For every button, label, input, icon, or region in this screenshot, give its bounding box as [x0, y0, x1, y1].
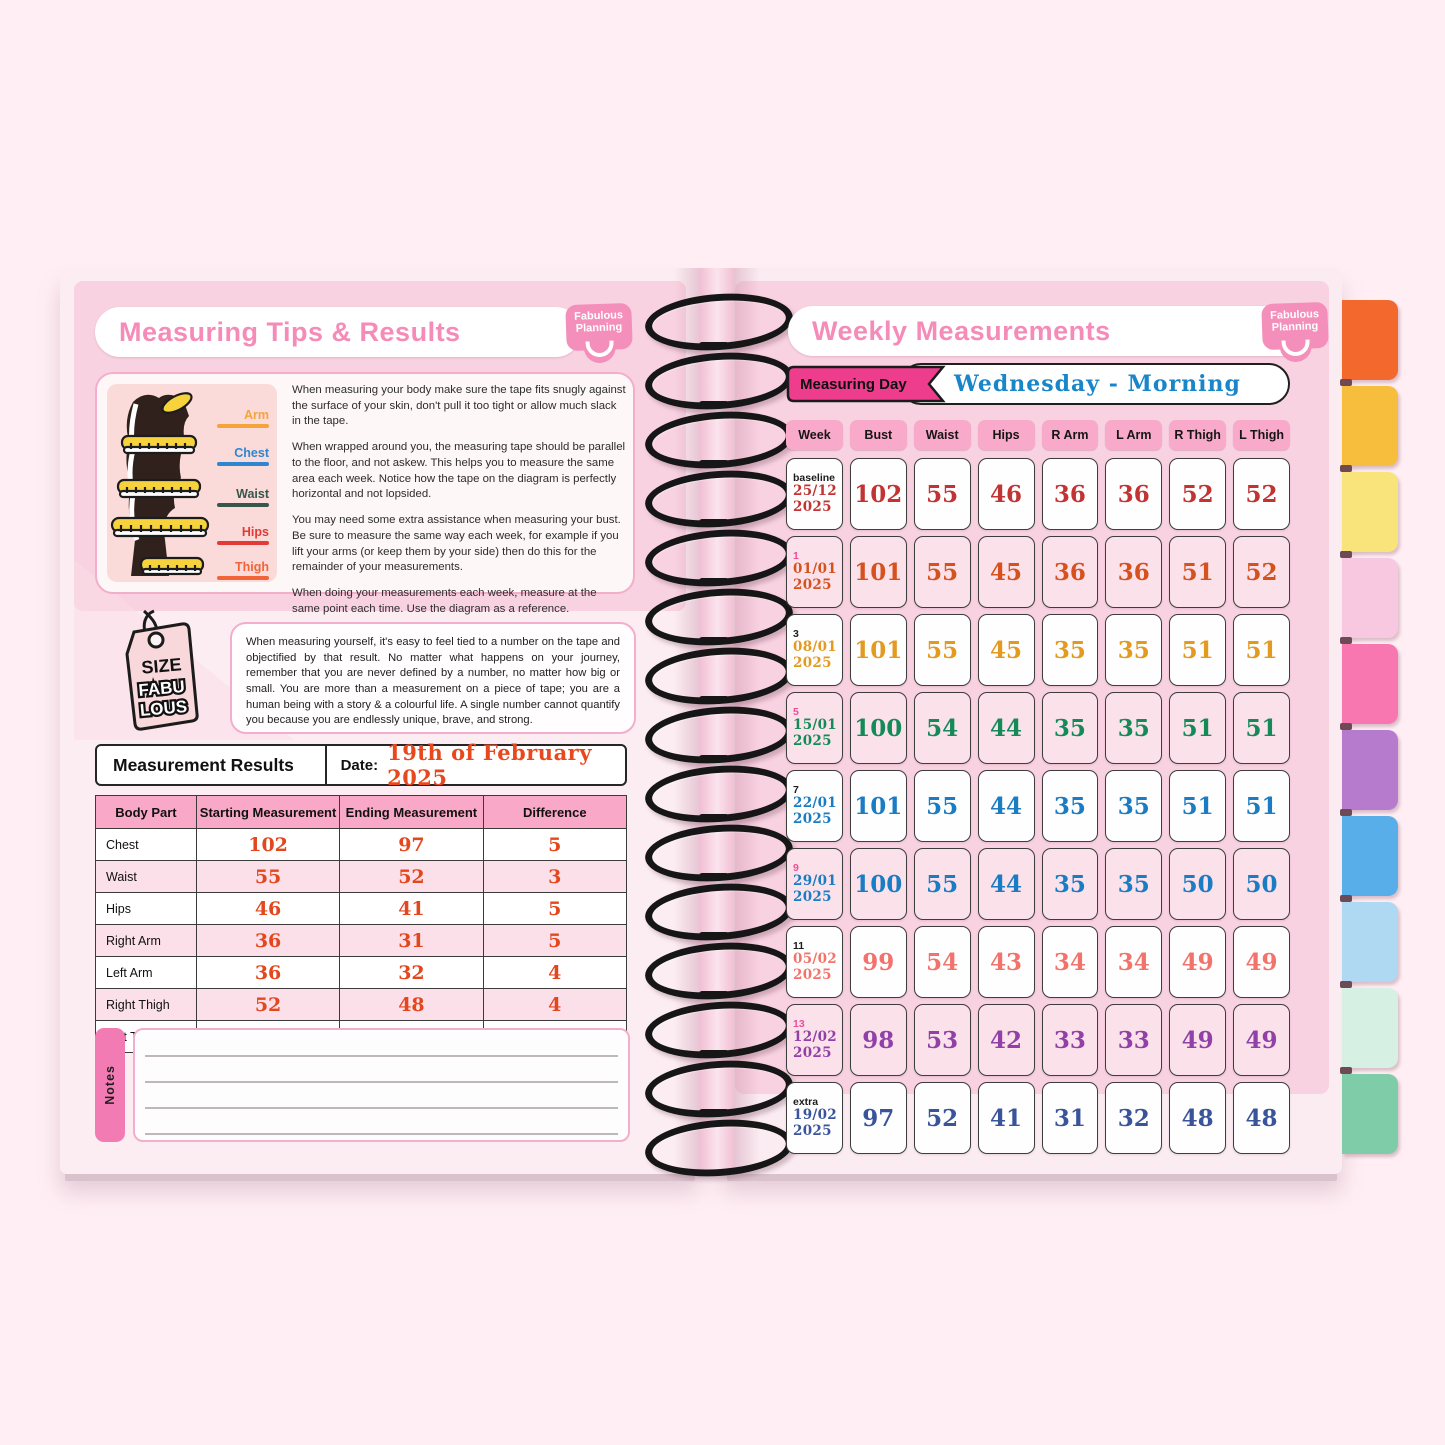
spiral-wire-segment — [699, 401, 729, 408]
measurement-cell-r-thigh: 51 — [1169, 536, 1226, 608]
weekly-row-1 — [786, 536, 1290, 608]
week-label-cell: 3 08/01 2025 — [786, 614, 843, 686]
logo-smile-icon — [1281, 340, 1310, 357]
measurement-cell-r-thigh: 52 — [1169, 458, 1226, 530]
measurement-cell-bust: 101 — [850, 536, 907, 608]
spiral-wire-segment — [699, 460, 729, 467]
tab-joint — [1340, 809, 1352, 816]
measurement-cell-waist: 55 — [914, 848, 971, 920]
spiral-wire-segment — [699, 1050, 729, 1057]
spiral-wire-segment — [699, 1109, 729, 1116]
index-tab-10 — [1342, 1074, 1398, 1154]
measurement-cell-l-thigh: 52 — [1233, 536, 1290, 608]
index-tab-4 — [1342, 558, 1398, 638]
body-part-cell: Chest — [96, 829, 197, 861]
ending-measurement-cell: 97 — [340, 829, 483, 861]
starting-measurement-cell: 36 — [196, 957, 339, 989]
motivation-text-box: When measuring yourself, it's easy to feel tied to a number on the tape and objectified by that result. No matter what happens on your journey, remember that you are never defined by a number, no matter how big or small. You are more than a measurement on a piece of tape; you are a human being with a story & a colourful life. A single number cannot quantify you because you are endlessly unique, brave, and strong. — [230, 622, 636, 734]
measurement-results-bar — [95, 740, 627, 790]
weekly-row-9 — [786, 848, 1290, 920]
tab-joint — [1340, 981, 1352, 988]
measurement-cell-r-thigh: 51 — [1169, 770, 1226, 842]
spiral-wire-segment — [699, 519, 729, 526]
index-tab-3 — [1342, 472, 1398, 552]
logo-line2: Planning — [1271, 319, 1319, 334]
measurement-cell-r-arm: 31 — [1042, 1082, 1099, 1154]
measuring-tips-text — [292, 383, 626, 628]
measurement-cell-l-thigh: 51 — [1233, 770, 1290, 842]
measurement-cell-waist: 54 — [914, 692, 971, 764]
measurement-cell-l-thigh: 51 — [1233, 614, 1290, 686]
logo-line2: Planning — [575, 320, 623, 335]
tip-paragraph: When measuring your body make sure the tape fits snugly against the surface of your skin, don't pull it too tight or allow much slack in the tape. — [292, 384, 626, 428]
weekly-column-header-bust: Bust — [850, 420, 907, 450]
week-label-cell: 5 15/01 2025 — [786, 692, 843, 764]
diagram-label-hips: Hips — [217, 525, 269, 545]
weekly-column-header-l-thigh: L Thigh — [1233, 420, 1290, 450]
week-label-cell: 9 29/01 2025 — [786, 848, 843, 920]
body-part-cell: Right Thigh — [96, 989, 197, 1021]
svg-text:FABU: FABU — [137, 677, 186, 701]
measurement-results-table — [95, 795, 627, 1053]
svg-text:LOUS: LOUS — [139, 696, 188, 721]
index-tab-1 — [1342, 300, 1398, 380]
notes-ruled-line — [145, 1133, 618, 1135]
weekly-column-header-waist: Waist — [914, 420, 971, 450]
tip-paragraph: When wrapped around you, the measuring tape should be parallel to the floor, and not askew. This helps you to measure the same area each week. Notice how the tape on the diagram is perfectly horizontal and not lopsided. — [292, 441, 626, 501]
results-row-left-arm — [96, 957, 627, 989]
measurement-cell-bust: 97 — [850, 1082, 907, 1154]
body-diagram-panel — [107, 384, 277, 582]
weekly-table-header — [786, 420, 1290, 450]
week-label-cell: 13 12/02 2025 — [786, 1004, 843, 1076]
measurement-results-heading: Measurement Results — [113, 754, 294, 775]
measuring-day-value: Wednesday - Morning — [954, 371, 1241, 397]
starting-measurement-cell: 36 — [196, 925, 339, 957]
measurement-cell-l-arm: 36 — [1105, 458, 1162, 530]
logo-line1: Fabulous — [573, 309, 624, 323]
measurement-cell-l-arm: 35 — [1105, 770, 1162, 842]
difference-cell: 5 — [483, 925, 626, 957]
index-tab-7 — [1342, 816, 1398, 896]
notes-ruled-line — [145, 1081, 618, 1083]
measurement-cell-hips: 44 — [978, 848, 1035, 920]
fabulous-planning-logo-right — [1261, 302, 1329, 350]
fabulous-planning-logo — [565, 303, 633, 351]
results-column-header: Ending Measurement — [340, 796, 483, 829]
results-column-header: Difference — [483, 796, 626, 829]
results-row-hips — [96, 893, 627, 925]
measurement-cell-l-thigh: 52 — [1233, 458, 1290, 530]
measurement-cell-hips: 46 — [978, 458, 1035, 530]
week-label-cell: extra 19/02 2025 — [786, 1082, 843, 1154]
measurement-cell-bust: 102 — [850, 458, 907, 530]
measurement-cell-l-arm: 33 — [1105, 1004, 1162, 1076]
logo-smile-icon — [585, 341, 614, 358]
index-tab-6 — [1342, 730, 1398, 810]
starting-measurement-cell: 55 — [196, 861, 339, 893]
spiral-wire-segment — [699, 932, 729, 939]
spiral-wire-segment — [699, 637, 729, 644]
results-row-right-thigh — [96, 989, 627, 1021]
notes-ruled-line — [145, 1107, 618, 1109]
tab-joint — [1340, 895, 1352, 902]
measurement-cell-l-arm: 35 — [1105, 848, 1162, 920]
measuring-day-label: Measuring Day — [800, 375, 907, 393]
spiral-wire-segment — [699, 814, 729, 821]
measurement-cell-r-thigh: 49 — [1169, 1004, 1226, 1076]
body-part-cell: Hips — [96, 893, 197, 925]
measurement-cell-hips: 41 — [978, 1082, 1035, 1154]
body-part-cell: Right Arm — [96, 925, 197, 957]
week-label-cell: baseline 25/12 2025 — [786, 458, 843, 530]
measurement-cell-hips: 44 — [978, 692, 1035, 764]
svg-text:SIZE: SIZE — [140, 654, 183, 678]
notes-ruled-line — [145, 1055, 618, 1057]
tip-paragraph: When doing your measurements each week, measure at the same point each time. Use the diagram as a reference. — [292, 587, 597, 615]
measurement-cell-bust: 98 — [850, 1004, 907, 1076]
weekly-column-header-l-arm: L Arm — [1105, 420, 1162, 450]
spiral-wire-segment — [699, 873, 729, 880]
measurement-cell-hips: 44 — [978, 770, 1035, 842]
measurement-cell-bust: 101 — [850, 614, 907, 686]
tab-joint — [1340, 637, 1352, 644]
spiral-wire-segment — [699, 696, 729, 703]
measurement-cell-r-arm: 36 — [1042, 458, 1099, 530]
difference-cell: 4 — [483, 989, 626, 1021]
index-tab-5 — [1342, 644, 1398, 724]
week-label-cell: 1 01/01 2025 — [786, 536, 843, 608]
measurement-cell-l-arm: 34 — [1105, 926, 1162, 998]
ending-measurement-cell: 48 — [340, 989, 483, 1021]
right-page-title: Weekly Measurements — [812, 315, 1111, 346]
weekly-column-header-hips: Hips — [978, 420, 1035, 450]
measurement-cell-l-thigh: 50 — [1233, 848, 1290, 920]
measurement-cell-waist: 53 — [914, 1004, 971, 1076]
date-label: Date: — [340, 756, 379, 774]
measurement-cell-bust: 101 — [850, 770, 907, 842]
diagram-label-arm: Arm — [217, 408, 269, 428]
measurement-cell-bust: 100 — [850, 848, 907, 920]
measurement-cell-r-thigh: 50 — [1169, 848, 1226, 920]
measurement-cell-l-thigh: 49 — [1233, 926, 1290, 998]
date-value: 19th of February 2025 — [387, 740, 592, 790]
measurement-cell-hips: 45 — [978, 614, 1035, 686]
measurement-cell-waist: 55 — [914, 770, 971, 842]
measurement-cell-r-arm: 34 — [1042, 926, 1099, 998]
starting-measurement-cell: 52 — [196, 989, 339, 1021]
measurement-cell-l-arm: 36 — [1105, 536, 1162, 608]
weekly-row-baseline — [786, 458, 1290, 530]
results-row-waist — [96, 861, 627, 893]
index-tab-9 — [1342, 988, 1398, 1068]
results-row-chest — [96, 829, 627, 861]
measurement-cell-r-thigh: 48 — [1169, 1082, 1226, 1154]
measurement-cell-waist: 55 — [914, 614, 971, 686]
spiral-wire-segment — [699, 755, 729, 762]
difference-cell: 5 — [483, 829, 626, 861]
index-tab-2 — [1342, 386, 1398, 466]
ending-measurement-cell: 41 — [340, 893, 483, 925]
measuring-day-flag — [786, 365, 946, 403]
measurement-cell-r-arm: 35 — [1042, 614, 1099, 686]
left-page-title-box — [95, 307, 581, 357]
measurement-cell-r-arm: 35 — [1042, 692, 1099, 764]
results-column-header: Starting Measurement — [196, 796, 339, 829]
measurement-cell-waist: 54 — [914, 926, 971, 998]
left-page-title: Measuring Tips & Results — [119, 316, 461, 347]
index-tab-8 — [1342, 902, 1398, 982]
body-part-cell: Left Arm — [96, 957, 197, 989]
weekly-row-13 — [786, 1004, 1290, 1076]
ending-measurement-cell: 31 — [340, 925, 483, 957]
notes-tab — [95, 1028, 125, 1142]
weekly-row-5 — [786, 692, 1290, 764]
size-fabulous-tag — [94, 608, 210, 734]
tab-joint — [1340, 1067, 1352, 1074]
index-tabs — [1340, 0, 1400, 1445]
weekly-column-header-week: Week — [786, 420, 843, 450]
measurement-cell-l-thigh: 51 — [1233, 692, 1290, 764]
ending-measurement-cell: 52 — [340, 861, 483, 893]
weekly-row-extra — [786, 1082, 1290, 1154]
starting-measurement-cell: 102 — [196, 829, 339, 861]
week-label-cell: 11 05/02 2025 — [786, 926, 843, 998]
measurement-cell-r-arm: 35 — [1042, 848, 1099, 920]
measurement-cell-waist: 52 — [914, 1082, 971, 1154]
body-part-cell: Waist — [96, 861, 197, 893]
measurement-cell-r-thigh: 49 — [1169, 926, 1226, 998]
weekly-row-3 — [786, 614, 1290, 686]
measurement-cell-l-arm: 35 — [1105, 614, 1162, 686]
measurement-cell-bust: 99 — [850, 926, 907, 998]
tab-joint — [1340, 551, 1352, 558]
results-column-header: Body Part — [96, 796, 197, 829]
tab-joint — [1340, 465, 1352, 472]
measurement-cell-l-arm: 35 — [1105, 692, 1162, 764]
tab-joint — [1340, 723, 1352, 730]
tip-paragraph: You may need some extra assistance when measuring your bust. Be sure to measure the same way each week, for example if you lift your arms (or keep them by your side) then do this for the remainder of your measurements. — [292, 514, 621, 574]
results-header-row — [96, 796, 627, 829]
measurement-cell-r-arm: 33 — [1042, 1004, 1099, 1076]
measurement-cell-waist: 55 — [914, 458, 971, 530]
diagram-label-waist: Waist — [217, 487, 269, 507]
measurement-cell-r-arm: 35 — [1042, 770, 1099, 842]
measurement-cell-l-arm: 32 — [1105, 1082, 1162, 1154]
week-label-cell: 7 22/01 2025 — [786, 770, 843, 842]
measurement-cell-r-thigh: 51 — [1169, 614, 1226, 686]
measurement-cell-hips: 45 — [978, 536, 1035, 608]
diagram-label-chest: Chest — [217, 446, 269, 466]
diagram-label-thigh: Thigh — [217, 560, 269, 580]
measurement-cell-waist: 55 — [914, 536, 971, 608]
difference-cell: 5 — [483, 893, 626, 925]
weekly-column-header-r-thigh: R Thigh — [1169, 420, 1226, 450]
tab-joint — [1340, 379, 1352, 386]
difference-cell: 4 — [483, 957, 626, 989]
body-diagram-figure — [109, 388, 213, 580]
starting-measurement-cell: 46 — [196, 893, 339, 925]
measuring-day-value-box — [900, 363, 1290, 405]
ending-measurement-cell: 32 — [340, 957, 483, 989]
spiral-wire-segment — [699, 991, 729, 998]
measurement-cell-bust: 100 — [850, 692, 907, 764]
spiral-wire-segment — [699, 578, 729, 585]
weekly-table-rows — [786, 458, 1290, 1160]
right-page-title-box — [788, 306, 1312, 356]
measurement-cell-l-thigh: 48 — [1233, 1082, 1290, 1154]
measurement-cell-r-thigh: 51 — [1169, 692, 1226, 764]
notes-box — [133, 1028, 630, 1142]
weekly-column-header-r-arm: R Arm — [1042, 420, 1099, 450]
logo-line1: Fabulous — [1269, 308, 1320, 322]
measurement-cell-r-arm: 36 — [1042, 536, 1099, 608]
weekly-row-7 — [786, 770, 1290, 842]
measurement-cell-l-thigh: 49 — [1233, 1004, 1290, 1076]
measurement-cell-hips: 42 — [978, 1004, 1035, 1076]
notes-label: Notes — [103, 1065, 117, 1105]
results-row-right-arm — [96, 925, 627, 957]
weekly-row-11 — [786, 926, 1290, 998]
spiral-wire-segment — [699, 342, 729, 349]
difference-cell: 3 — [483, 861, 626, 893]
measurement-cell-hips: 43 — [978, 926, 1035, 998]
